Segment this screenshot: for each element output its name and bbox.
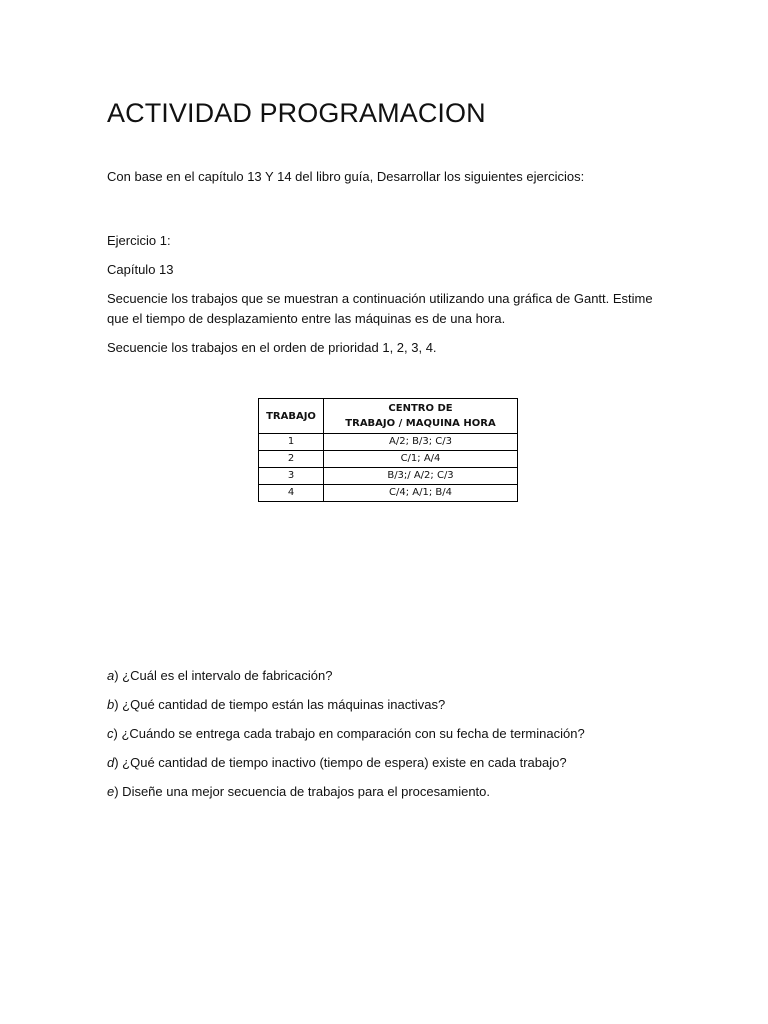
table-row <box>259 451 518 468</box>
job-cell: 2 <box>259 451 324 468</box>
table-row <box>259 485 518 502</box>
chapter-label: Capítulo 13 <box>107 262 174 277</box>
instructions-paragraph: Secuencie los trabajos que se muestran a continuación utilizando una gráfica de Gantt. Estime que el tiempo de desplazamiento entre las máquinas es de una hora. <box>107 291 653 326</box>
question-letter: a <box>107 668 115 683</box>
table-header-row <box>259 399 518 434</box>
question-b <box>107 695 445 715</box>
center-cell: C/1; A/4 <box>324 451 518 468</box>
header-job: TRABAJO <box>259 399 324 434</box>
table-row <box>259 468 518 485</box>
question-c <box>107 724 585 744</box>
question-letter: b <box>107 697 115 712</box>
jobs-table <box>258 398 518 502</box>
question-text: ) ¿Qué cantidad de tiempo inactivo (tiempo de espera) existe en cada trabajo? <box>114 755 567 770</box>
center-cell: B/3;/ A/2; C/3 <box>324 468 518 485</box>
header-center-line2: TRABAJO / MAQUINA HORA <box>345 418 496 429</box>
job-cell: 3 <box>259 468 324 485</box>
question-letter: d <box>107 755 115 770</box>
center-cell: A/2; B/3; C/3 <box>324 434 518 451</box>
intro-paragraph: Con base en el capítulo 13 Y 14 del libro guía, Desarrollar los siguientes ejercicios: <box>107 169 585 184</box>
question-d <box>107 753 567 773</box>
question-text: ) Diseñe una mejor secuencia de trabajos para el procesamiento. <box>114 784 490 799</box>
priority-paragraph: Secuencie los trabajos en el orden de prioridad 1, 2, 3, 4. <box>107 340 437 355</box>
header-center <box>324 399 518 434</box>
question-letter: e <box>107 784 115 799</box>
job-cell: 4 <box>259 485 324 502</box>
question-text: ) ¿Qué cantidad de tiempo están las máquinas inactivas? <box>114 697 446 712</box>
question-text: ) ¿Cuándo se entrega cada trabajo en comparación con su fecha de terminación? <box>113 726 585 741</box>
page-title: ACTIVIDAD PROGRAMACION <box>107 98 486 128</box>
exercise-label: Ejercicio 1: <box>107 233 171 248</box>
question-letter: c <box>107 726 114 741</box>
question-a <box>107 666 332 686</box>
center-cell: C/4; A/1; B/4 <box>324 485 518 502</box>
table-row <box>259 434 518 451</box>
question-text: ) ¿Cuál es el intervalo de fabricación? <box>114 668 333 683</box>
question-e <box>107 782 490 802</box>
job-cell: 1 <box>259 434 324 451</box>
header-center-line1: CENTRO DE <box>388 403 453 414</box>
